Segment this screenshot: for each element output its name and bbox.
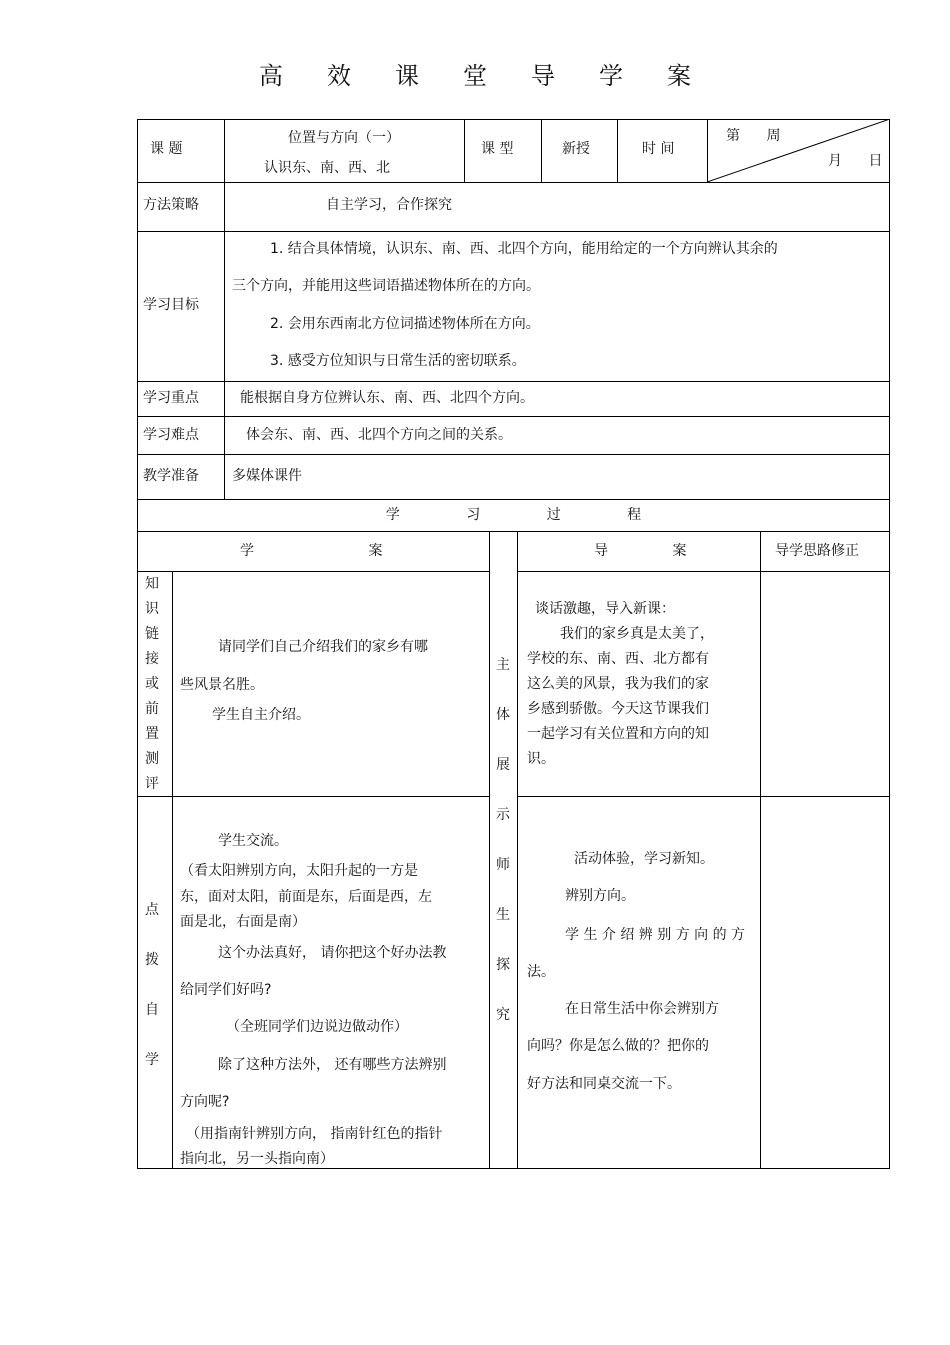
row-divider — [137, 796, 489, 797]
section1-guide-line: 一起学习有关位置和方向的知 — [527, 726, 709, 742]
section2-guide-line: 在日常生活中你会辨别方 — [565, 1001, 719, 1017]
section1-char: 链 — [145, 626, 159, 642]
section2-guide-line: 向吗？你是怎么做的？把你的 — [527, 1038, 709, 1054]
row-divider — [137, 381, 890, 382]
key-point-label: 学习重点 — [143, 390, 199, 406]
col-divider — [224, 119, 225, 499]
middle-char: 展 — [496, 757, 510, 773]
section2-student-line: 给同学们好吗? — [180, 982, 272, 998]
section2-char: 自 — [145, 1002, 159, 1018]
row-divider — [137, 499, 890, 500]
week-label: 第 周 — [726, 128, 781, 144]
middle-char: 体 — [496, 707, 510, 723]
col-divider — [489, 531, 490, 1169]
section1-guide-line: 谈话激趣，导入新课： — [535, 601, 675, 617]
col-divider — [464, 119, 465, 182]
key-point-value: 能根据自身方位辨认东、南、西、北四个方向。 — [240, 390, 534, 406]
section2-char: 点 — [145, 902, 159, 918]
goals-label: 学习目标 — [143, 297, 199, 313]
section2-vertical-label — [142, 900, 162, 1100]
section1-student-line: 些风景名胜。 — [180, 677, 264, 693]
revise-column-header: 导学思路修正 — [775, 543, 859, 559]
col-divider — [172, 571, 173, 1169]
section2-guide-line: 辨别方向。 — [565, 888, 635, 904]
section1-guide-line: 乡感到骄傲。今天这节课我们 — [527, 701, 709, 717]
middle-char: 探 — [496, 957, 510, 973]
method-label: 方法策略 — [143, 197, 199, 213]
prep-value: 多媒体课件 — [232, 468, 302, 484]
method-value: 自主学习，合作探究 — [326, 197, 452, 213]
row-divider — [137, 231, 890, 232]
section2-student-line: 东，面对太阳，前面是东，后面是西，左 — [180, 889, 432, 905]
section2-student-line: 除了这种方法外， 还有哪些方法辨别 — [218, 1057, 447, 1073]
page-title: 高效课堂导学案 — [259, 62, 735, 90]
col-divider — [617, 119, 618, 182]
row-divider — [137, 531, 890, 532]
section1-student-line: 请同学们自己介绍我们的家乡有哪 — [218, 639, 428, 655]
process-title: 学 习 过 程 — [385, 507, 642, 523]
guide-column-header: 导 案 — [594, 543, 687, 559]
row-divider — [137, 182, 890, 183]
difficulty-value: 体会东、南、西、北四个方向之间的关系。 — [246, 427, 512, 443]
topic-label: 课 题 — [150, 141, 183, 157]
col-divider — [760, 531, 761, 1169]
middle-char: 生 — [496, 907, 510, 923]
section1-char: 前 — [145, 701, 159, 717]
section1-char: 识 — [145, 601, 159, 617]
student-column-header: 学 案 — [240, 543, 383, 559]
section1-char: 测 — [145, 751, 159, 767]
row-divider — [137, 454, 890, 455]
section2-student-line: （全班同学们边说边做动作） — [226, 1019, 408, 1035]
time-label: 时 间 — [642, 141, 675, 157]
goal-line: 1. 结合具体情境，认识东、南、西、北四个方向，能用给定的一个方向辨认其余的 — [270, 241, 778, 257]
date-label: 月 日 — [828, 153, 883, 169]
goal-line: 3. 感受方位知识与日常生活的密切联系。 — [270, 353, 526, 369]
row-divider — [137, 571, 489, 572]
section1-char: 接 — [145, 651, 159, 667]
section2-student-line: 学生交流。 — [218, 833, 288, 849]
section1-guide-line: 这么美的风景，我为我们的家 — [527, 676, 709, 692]
col-divider — [517, 531, 518, 1169]
section2-char: 学 — [145, 1052, 159, 1068]
difficulty-label: 学习难点 — [143, 427, 199, 443]
col-divider — [541, 119, 542, 182]
row-divider — [517, 796, 890, 797]
section1-guide-line: 我们的家乡真是太美了， — [560, 626, 714, 642]
section2-student-line: 面是北，右面是南） — [180, 914, 306, 930]
section2-student-line: 指向北，另一头指向南） — [180, 1151, 334, 1167]
row-divider — [137, 416, 890, 417]
section1-char: 置 — [145, 726, 159, 742]
topic-line2: 认识东、南、西、北 — [264, 160, 390, 176]
section1-guide-line: 学校的东、南、西、北方都有 — [527, 651, 709, 667]
goal-line: 2. 会用东西南北方位词描述物体所在方向。 — [270, 316, 540, 332]
type-value: 新授 — [562, 141, 590, 157]
section1-char: 评 — [145, 776, 159, 792]
type-label: 课 型 — [481, 141, 514, 157]
prep-label: 教学准备 — [143, 468, 199, 484]
middle-char: 究 — [496, 1007, 510, 1023]
topic-line1: 位置与方向（一） — [288, 130, 400, 146]
middle-char: 示 — [496, 807, 510, 823]
section2-guide-line: 活动体验，学习新知。 — [574, 851, 714, 867]
section1-char: 知 — [145, 576, 159, 592]
section1-vertical-label — [142, 572, 162, 797]
section2-student-line: （看太阳辨别方向，太阳升起的一方是 — [180, 863, 418, 879]
section2-char: 拨 — [145, 952, 159, 968]
section1-guide-line: 识。 — [527, 751, 555, 767]
section2-student-line: 这个办法真好， 请你把这个好办法教 — [218, 945, 447, 961]
goal-line: 三个方向，并能用这些词语描述物体所在的方向。 — [232, 278, 540, 294]
section1-student-line: 学生自主介绍。 — [212, 707, 310, 723]
section2-student-line: （用指南针辨别方向， 指南针红色的指针 — [186, 1126, 443, 1142]
middle-char: 主 — [496, 657, 510, 673]
middle-vertical-label — [493, 640, 513, 1040]
row-divider — [517, 571, 890, 572]
section2-student-line: 方向呢? — [180, 1094, 230, 1110]
section1-char: 或 — [145, 676, 159, 692]
section2-guide-line: 好方法和同桌交流一下。 — [527, 1076, 681, 1092]
section2-guide-line: 法。 — [527, 964, 555, 980]
section2-guide-line: 学 生 介 绍 辨 别 方 向 的 方 — [565, 927, 746, 943]
middle-char: 师 — [496, 857, 510, 873]
